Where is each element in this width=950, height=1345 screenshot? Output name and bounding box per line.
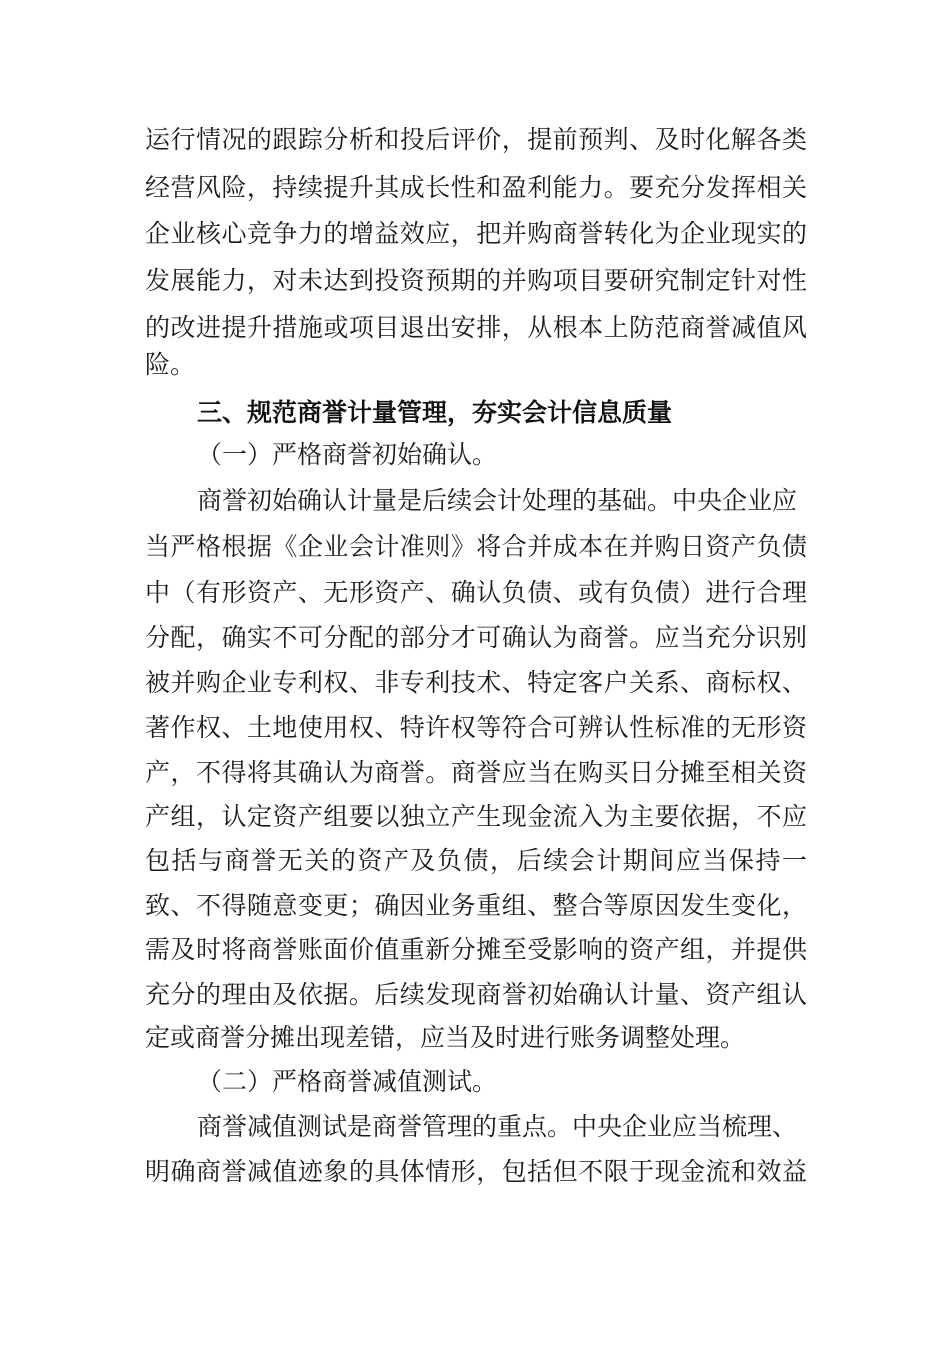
body-text-line: 充分的理由及依据。后续发现商誉初始确认计量、资产组认 (145, 980, 807, 1009)
body-text-line: 经营风险，持续提升其成长性和盈利能力。要充分发挥相关 (145, 173, 807, 202)
body-text-line: 的改进提升措施或项目退出安排，从根本上防范商誉减值风 (145, 313, 807, 342)
body-text-line: 分配，确实不可分配的部分才可确认为商誉。应当充分识别 (145, 623, 807, 652)
body-text-line: 当严格根据《企业会计准则》将合并成本在并购日资产负债 (145, 532, 807, 561)
body-text-line: 包括与商誉无关的资产及负债，后续会计期间应当保持一 (145, 846, 807, 875)
body-text-line: 被并购企业专利权、非专利技术、特定客户关系、商标权、 (145, 668, 807, 697)
paragraph-first-line: 商誉减值测试是商誉管理的重点。中央企业应当梳理、 (197, 1112, 798, 1141)
body-text-line: 中（有形资产、无形资产、确认负债、或有负债）进行合理 (145, 578, 807, 607)
body-text-line: 致、不得随意变更；确因业务重组、整合等原因发生变化， (145, 891, 807, 920)
body-text-line: 产组，认定资产组要以独立产生现金流入为主要依据，不应 (145, 802, 807, 831)
body-text-line: 发展能力，对未达到投资预期的并购项目要研究制定针对性 (145, 266, 807, 295)
body-text-line: 需及时将商誉账面价值重新分摊至受影响的资产组，并提供 (145, 935, 807, 964)
subsection-heading: （二）严格商誉减值测试。 (197, 1067, 498, 1096)
paragraph-first-line: 商誉初始确认计量是后续会计处理的基础。中央企业应 (197, 486, 798, 515)
body-text-line: 产，不得将其确认为商誉。商誉应当在购买日分摊至相关资 (145, 758, 807, 787)
body-text-line: 定或商誉分摊出现差错，应当及时进行账务调整处理。 (145, 1023, 746, 1052)
body-text-line: 著作权、土地使用权、特许权等符合可辨认性标准的无形资 (145, 713, 807, 742)
subsection-heading: （一）严格商誉初始确认。 (197, 440, 498, 469)
body-text-line: 险。 (145, 350, 196, 379)
body-text-line: 明确商誉减值迹象的具体情形，包括但不限于现金流和效益 (145, 1157, 807, 1186)
body-text-line: 企业核心竞争力的增益效应，把并购商誉转化为企业现实的 (145, 219, 807, 248)
body-text-line: 运行情况的跟踪分析和投后评价，提前预判、及时化解各类 (145, 125, 807, 154)
section-heading: 三、规范商誉计量管理，夯实会计信息质量 (197, 398, 673, 427)
